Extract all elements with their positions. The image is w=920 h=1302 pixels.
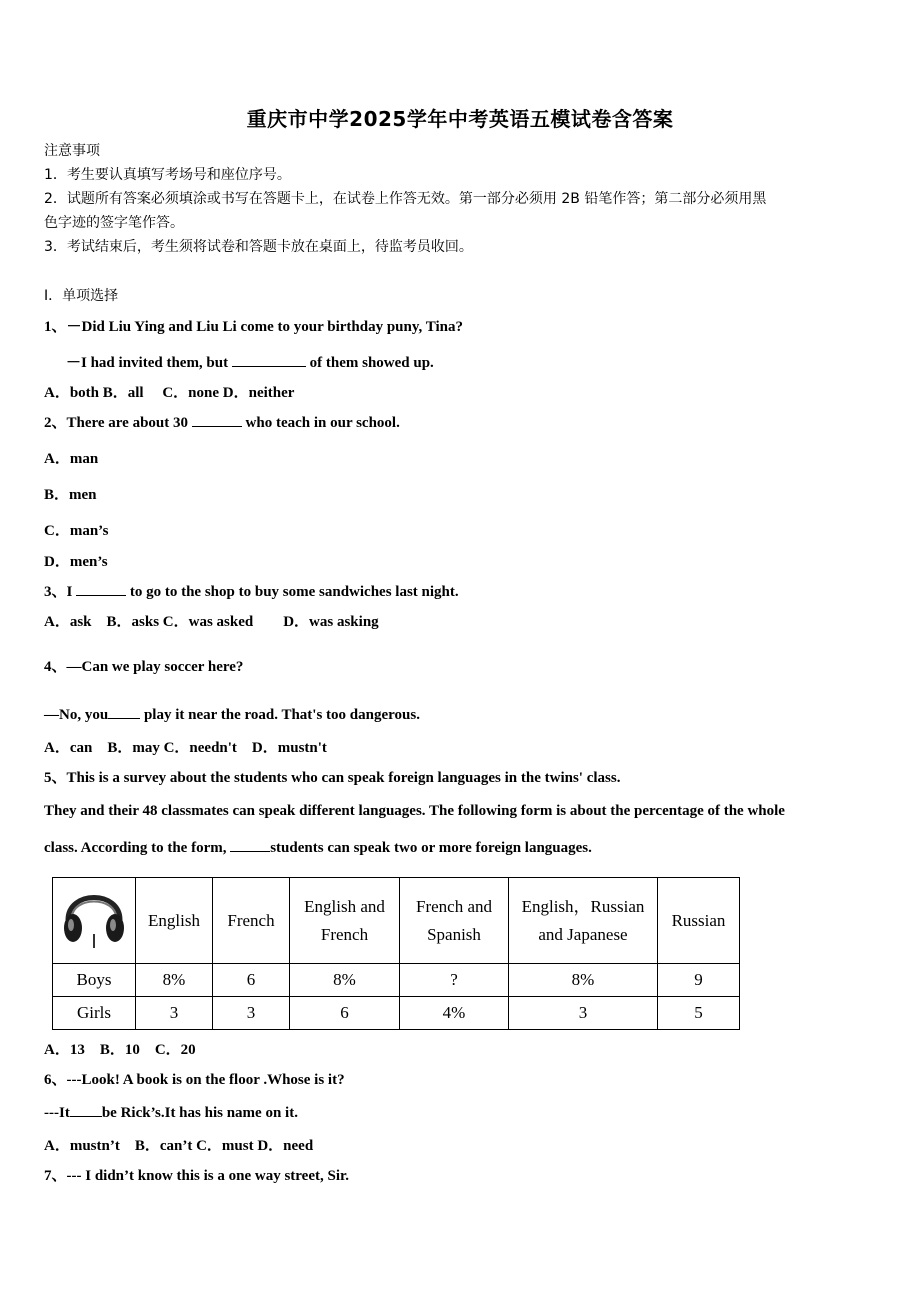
table-cell: 6	[290, 997, 400, 1030]
table-cell: 6	[213, 964, 290, 997]
q4-response-end: play it near the road. That's too dangerous.	[143, 707, 420, 723]
q3-stem-start: 3、I	[44, 584, 73, 600]
column-header: Russian	[658, 878, 740, 964]
q6-options: A．mustn’t B．can’t C．must D．need	[44, 1138, 314, 1154]
table-row	[53, 964, 740, 997]
notice-item: 2．试题所有答案必须填涂或书写在答题卡上，在试卷上作答无效。第一部分必须用 2B 铅笔作答；第二部分必须用黑	[44, 191, 767, 207]
q4-stem: 4、—Can we play soccer here?	[44, 659, 244, 675]
q5-text-start: class. According to the form,	[44, 840, 227, 856]
column-header: English，Russian and Japanese	[509, 878, 658, 964]
q1-response	[66, 351, 434, 372]
answer-blank	[76, 583, 126, 596]
q7-stem: 7、--- I didn’t know this is a one way street, Sir.	[44, 1168, 350, 1184]
table-cell: 3	[509, 997, 658, 1030]
q5-text-end: students can speak two or more foreign languages.	[270, 840, 592, 856]
row-label: Girls	[53, 997, 136, 1030]
q2-stem	[44, 411, 400, 432]
q2-option-d: D．men’s	[44, 554, 108, 570]
q5-text	[44, 839, 592, 857]
column-header: English and French	[290, 878, 400, 964]
headphones-icon	[56, 878, 132, 954]
q4-options: A．can B．may C．needn't D．mustn't	[44, 740, 327, 756]
survey-table	[52, 877, 740, 1030]
notice-item: 1．考生要认真填写考场号和座位序号。	[44, 167, 291, 183]
notice-heading: 注意事项	[44, 143, 100, 159]
notice-item: 3．考试结束后，考生须将试卷和答题卡放在桌面上，待监考员收回。	[44, 239, 473, 255]
table-row	[53, 997, 740, 1030]
q2-stem-start: 2、There are about 30	[44, 415, 189, 431]
table-header-row	[53, 878, 740, 964]
table-corner	[53, 878, 136, 964]
q3-options: A．ask B．asks C．was asked D．was asking	[44, 614, 379, 630]
table-cell: ?	[400, 964, 509, 997]
answer-blank	[230, 839, 270, 852]
q6-response	[44, 1104, 298, 1122]
table-cell: 3	[213, 997, 290, 1030]
notice-item: 色字迹的签字笔作答。	[44, 215, 184, 231]
row-label: Boys	[53, 964, 136, 997]
table-cell: 9	[658, 964, 740, 997]
table-cell: 8%	[290, 964, 400, 997]
q2-option-a: A．man	[44, 451, 99, 467]
table-cell: 5	[658, 997, 740, 1030]
q1-response-end: of them showed up.	[309, 355, 434, 371]
q6-response-start: ---It	[44, 1105, 70, 1121]
section-heading: Ⅰ．单项选择	[44, 288, 119, 304]
q6-response-end: be Rick’s.It has his name on it.	[101, 1105, 298, 1121]
q3-stem-end: to go to the shop to buy some sandwiches last night.	[129, 584, 459, 600]
q5-stem: 5、This is a survey about the students who can speak foreign languages in the twins' class.	[44, 770, 621, 786]
answer-blank	[108, 706, 140, 719]
table-cell: 4%	[400, 997, 509, 1030]
q3-stem	[44, 580, 459, 601]
q2-option-b: B．men	[44, 487, 97, 503]
q6-stem: 6、---Look! A book is on the floor .Whose is it?	[44, 1072, 345, 1088]
table-cell: 8%	[509, 964, 658, 997]
column-header: French and Spanish	[400, 878, 509, 964]
answer-blank	[232, 354, 306, 367]
q5-text: They and their 48 classmates can speak different languages. The following form is about the percentage of the whole	[44, 803, 785, 819]
q2-option-c: C．man’s	[44, 523, 109, 539]
column-header: French	[213, 878, 290, 964]
q1-stem: 1、－Did Liu Ying and Liu Li come to your birthday puny, Tina?	[44, 319, 464, 335]
answer-blank	[192, 414, 242, 427]
table-cell: 3	[136, 997, 213, 1030]
q5-options: A．13 B．10 C．20	[44, 1042, 196, 1058]
table-cell: 8%	[136, 964, 213, 997]
q4-response	[44, 706, 420, 724]
page-title: 重庆市中学2025学年中考英语五模试卷含答案	[246, 107, 674, 131]
column-header: English	[136, 878, 213, 964]
q4-response-start: —No, you	[44, 707, 109, 723]
answer-blank	[70, 1104, 102, 1117]
q1-response-start: －I had invited them, but	[66, 355, 229, 371]
q1-options: A．both B．all C．none D．neither	[44, 385, 295, 401]
q2-stem-end: who teach in our school.	[245, 415, 400, 431]
